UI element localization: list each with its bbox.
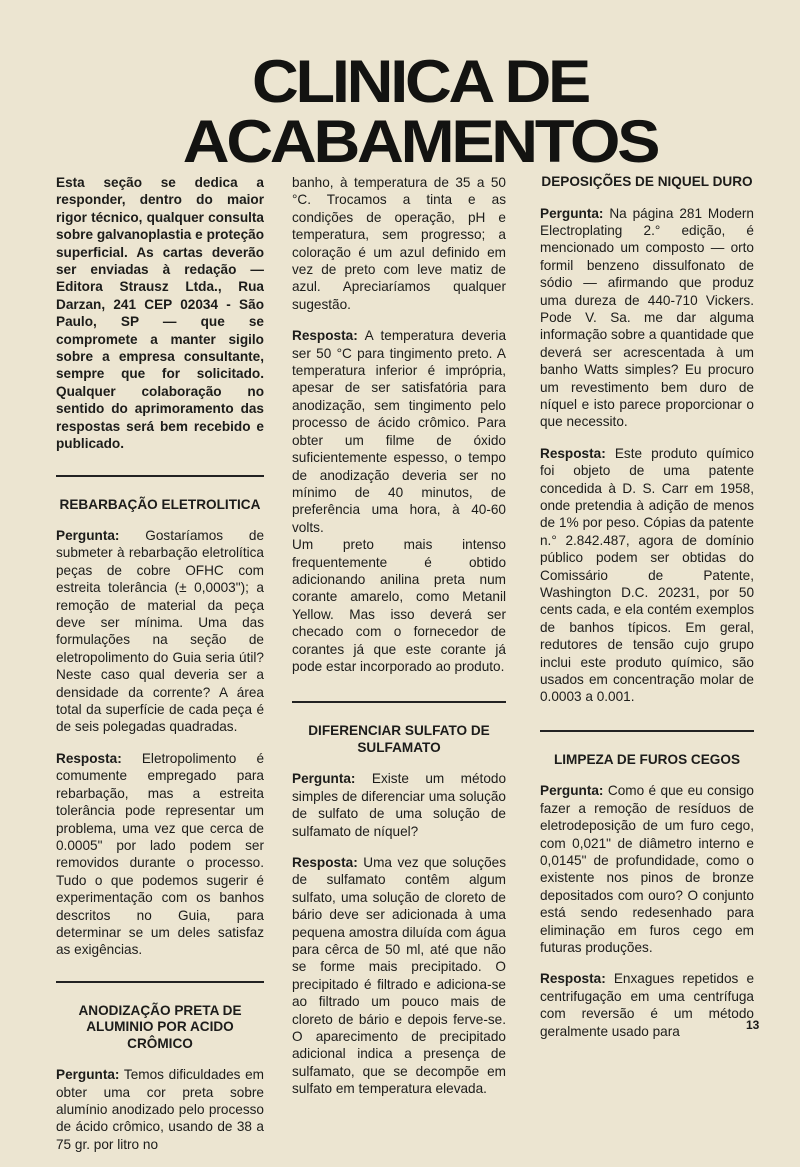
answer-label: Resposta:: [540, 971, 606, 987]
page-title: [139, 48, 701, 175]
niquel-answer: [540, 445, 754, 706]
anodizacao-answer: [292, 327, 506, 536]
question-text: Na página 281 Modern Electroplating 2.° edição, é mencionado um composto — orto formil benzeno dissulfonato de sódio — afirmando que produz uma dureza de 440-710 Vickers. Pode V. Sa. me dar alguma informação sobre a quantidade que deverá ser acrescentada à um banho Watts simples? Eu procuro um revestimento bem duro de níquel e isto parece proporcionar o que necessito.: [540, 205, 754, 430]
divider: [292, 701, 506, 703]
answer-label: Resposta:: [292, 328, 358, 344]
question-label: Pergunta:: [292, 771, 356, 787]
furos-question: [540, 782, 754, 956]
answer-label: Resposta:: [540, 445, 606, 461]
column-2: [292, 174, 506, 1112]
page-number: 13: [746, 1018, 760, 1032]
question-text: Gostaríamos de submeter à rebarbação eletrolítica peças de cobre OFHC com estreita tolerância (± 0,0003"); a remoção de material da peça deve ser mínima. Uma das formulações na seção de eletropolimento do Guia seria útil? Neste caso qual deveria ser a densidade da corrente? A área total da superfície de cada peça é de seis polegadas quadradas.: [56, 528, 264, 735]
intro-paragraph: Esta seção se dedica a responder, dentro do maior rigor técnico, qualquer consulta sobre galvanoplastia e proteção superficial. As cartas deverão ser enviadas à redação — Editora Strausz Ltda., Rua Darzan, 241 CEP 02034 - São Paulo, SP — que se compromete a manter sigilo sobre a empresa consultante, sempre que for solicitado. Qualquer colaboração no sentido do aprimoramento das respostas será bem recebido e publicado.: [56, 175, 264, 452]
anodizacao-question-cont: banho, à temperatura de 35 a 50 °C. Trocamos a tinta e as condições de operação, pH e temperatura, sem progresso; a coloração é um azul definido em vez de preto com leve matiz de azul. Apreciaríamos qualquer sugestão.: [292, 175, 506, 312]
divider: [56, 475, 264, 477]
title-line-2: ACABAMENTOS: [182, 108, 658, 175]
answer-text: Enxagues repetidos e centrifugação em uma centrífuga com reversão é um método geralmente usado para: [540, 971, 755, 1039]
sulfato-question: [292, 770, 506, 840]
title-line-1: CLINICA DE: [251, 48, 588, 115]
answer-label: Resposta:: [56, 750, 122, 766]
rebarbacao-question: [56, 527, 264, 736]
sulfato-answer: [292, 854, 506, 1098]
rebarbacao-answer: [56, 750, 264, 959]
question-text: Existe um método simples de diferenciar uma solução de sulfato de uma solução de sulfamato de níquel?: [292, 771, 506, 839]
furos-answer: [540, 970, 754, 1040]
question-label: Pergunta:: [540, 783, 604, 799]
column-1: [56, 174, 264, 1167]
question-text: Temos dificuldades em obter uma cor preta sobre alumínio anodizado pelo processo de ácido crômico, usando de 38 a 75 gr. por litro no: [56, 1067, 264, 1152]
question-label: Pergunta:: [56, 1067, 120, 1083]
section-title-furos: LIMPEZA DE FUROS CEGOS: [553, 751, 741, 767]
section-title-rebarbacao: REBARBAÇÃO ELETROLITICA: [59, 496, 261, 512]
answer-label: Resposta:: [292, 855, 358, 870]
divider: [56, 981, 264, 983]
answer-text: Eletropolimento é comumente empregado para rebarbação, mas a estreita tolerância pode representar um problema, uma vez que cerca de 0.0005" por lado podem ser removidos durante o processo. Tudo o que podemos sugerir é experimentação com os banhos descritos no Guia, para determinar se um deles satisfaz as exigências.: [56, 750, 265, 958]
answer-text: Este produto químico foi objeto de uma patente concedida à D. S. Carr em 1958, onde pretendia à adição de menos de 1% por peso. Cópias da patente n.° 2.842.487, agora de domínio público podem ser obtidas do Comissário de Patente, Washington D.C. 20231, por 50 cents cada, e ela contém exemplos de banhos típicos. Em geral, redutores de tensão cujo grupo inclui este produto químico, são usados em concentração molar de 0.0003 a 0.001.: [540, 445, 754, 705]
section-title-sulfato: DIFERENCIAR SULFATO DE SULFAMATO: [308, 723, 490, 755]
niquel-question: [540, 205, 754, 431]
question-label: Pergunta:: [56, 528, 120, 543]
anodizacao-answer-cont: Um preto mais intenso frequentemente é obtido adicionando anilina preta num corante amarelo, como Metanil Yellow. Mas isso deverá ser checado com o fornecedor de corantes já que este corante já pode estar incorporado ao produto.: [292, 537, 506, 674]
section-title-niquel: DEPOSIÇÕES DE NIQUEL DURO: [541, 174, 753, 189]
section-title-anodizacao: ANODIZAÇÃO PRETA DE ALUMINIO POR ACIDO CRÔMICO: [78, 1002, 242, 1051]
answer-text: A temperatura deveria ser 50 °C para tingimento preto. A temperatura inferior é imprópria, apesar de ser satisfatória para anodização, sem tingimento pelo processo de ácido crômico. Para obter um filme de óxido suficientemente espesso, o tempo de anodização deveria ser no mínimo de 40 minutos, de preferência uma hora, à 40-60 volts.: [292, 328, 507, 535]
column-3: [540, 174, 754, 1054]
answer-text: Uma vez que soluções de sulfamato contêm algum sulfato, uma solução de cloreto de bário deve ser adicionada à uma pequena amostra diluída com água para cêrca de 50 ml, até que não se forme mais precipitado. O precipitado é filtrado e adiciona-se ao filtrado um pouco mais de cloreto de bário e depois ferve-se. O aparecimento de precipitado adicional indica a presença de sulfamato, que se decompõe em sulfato em temperatura elevada.: [292, 855, 506, 1097]
question-text: Como é que eu consigo fazer a remoção de resíduos de eletrodeposição de um furo cego, com 0,021" de diâmetro interno e 0,0145" de profundidade, como o existente nos pinos de bronze depositados com ouro? O conjunto está sendo redesenhado para eliminação em furos cego em futuras produções.: [540, 783, 754, 956]
divider: [540, 730, 754, 732]
question-label: Pergunta:: [540, 205, 604, 221]
anodizacao-question: [56, 1066, 264, 1153]
